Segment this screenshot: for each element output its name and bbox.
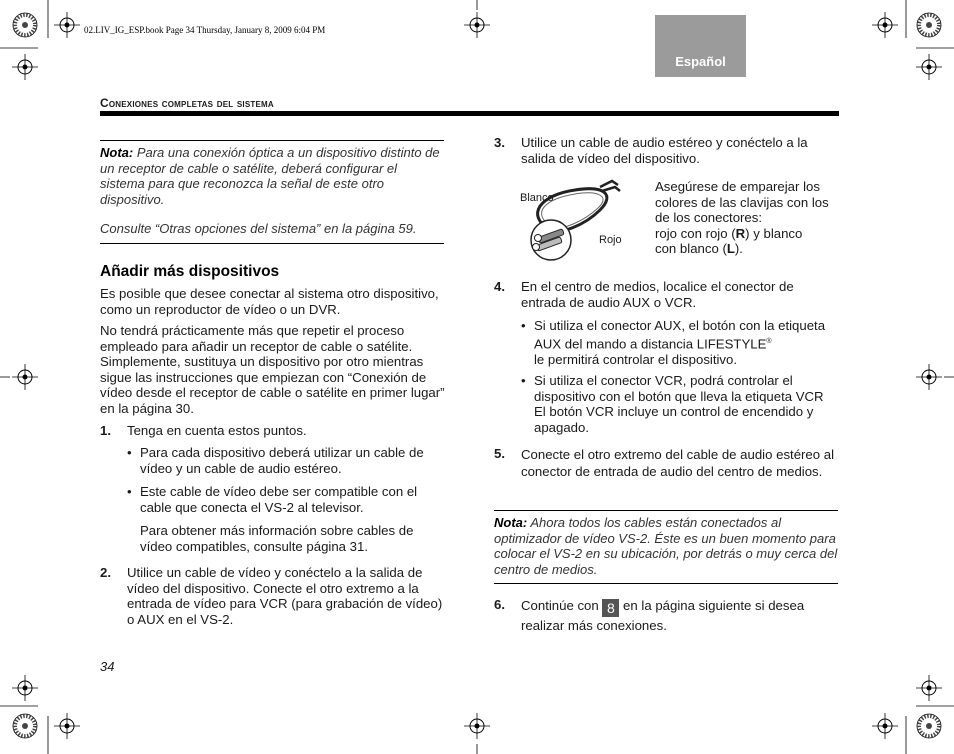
bullet-text: Para cada dispositivo deberá utilizar un cable de vídeo y un cable de audio estéreo. [140,445,424,476]
step-text: Tenga en cuenta estos puntos. [127,423,307,438]
note-label: Nota: [100,145,134,160]
step-text: Utilice un cable de audio estéreo y conéctelo a la salida de vídeo del dispositivo. [521,135,808,166]
step-number: 6. [494,597,505,612]
language-tab-label: Español [675,54,726,69]
heading-add-devices: Añadir más dispositivos [100,263,280,280]
paragraph-2: No tendrá prácticamente más que repetir el proceso empleado para añadir un receptor de cable o satélite. Simplemente, sustituya un dispositivo por otro mientras sigue las instrucciones que empiezan con “Conexión de vídeo desde el receptor de cable o satélite en primer lugar” en la página 30. [100,323,445,416]
step-text: Utilice un cable de vídeo y conéctelo a la salida de vídeo del dispositivo. Conecte el otro extremo a la entrada de vídeo para VCR (para grabación de vídeo) o AUX en el VS-2. [127,565,443,627]
bullet-text: Si utiliza el conector AUX, el botón con la etiqueta AUX del mando a distancia LIFESTYLE® le permitirá controlar el dispositivo. [534,318,826,367]
bullet-text: Si utiliza el conector VCR, podrá controlar el dispositivo con el botón que lleva la etiqueta VCR El botón VCR incluye un control de encendido y apagado. [534,373,824,435]
note-text: Nota: Para una conexión óptica a un dispositivo distinto de un receptor de cable o satélite, deberá configurar el sistema para que reconozca la señal de este otro dispositivo. [100,145,440,207]
section-rule [100,111,839,116]
file-info-line: 02.LIV_IG_ESP.book Page 34 Thursday, January 8, 2009 6:04 PM [84,25,326,35]
step-number: 1. [100,423,111,438]
stereo-cable-illustration [520,175,630,265]
paragraph-1: Es posible que desee conectar al sistema otro dispositivo, como un reproductor de vídeo o un DVR. [100,286,439,317]
note-reference: Consulte “Otras opciones del sistema” en la página 59. [100,221,417,236]
step-number: 2. [100,565,111,580]
color-match-instructions: Asegúrese de emparejar los colores de las clavijas con los de los conectores: rojo con rojo (R) y blanco con blanco (L). [655,179,829,257]
bullet-extra-text: Para obtener más información sobre cables de vídeo compatibles, consulte página 31. [140,523,414,554]
cable-label-red: Rojo [599,234,622,246]
step-number: 4. [494,279,505,294]
note-label: Nota: [494,515,528,530]
step-text: Conecte el otro extremo del cable de audio estéreo al conector de entrada de audio del centro de medios. [521,447,835,479]
note-text: Nota: Ahora todos los cables están conectados al optimizador de vídeo VS-2. Éste es un buen momento para colocar el VS-2 en su ubicación, por detrás o muy cerca del centro de medios. [494,515,838,577]
language-tab [655,15,746,77]
note-box-left [100,140,444,244]
cable-label-white: Blanco [520,192,554,204]
step-text: En el centro de medios, localice el conector de entrada de audio AUX o VCR. [521,279,794,310]
bullet-text: Este cable de vídeo debe ser compatible con el cable que conecta el VS-2 al televisor. [140,484,418,515]
step-number: 5. [494,446,505,461]
step-text: Continúe con 8 en la página siguiente si desea realizar más conexiones. [521,598,805,633]
note-box-right [494,510,838,584]
step-number: 3. [494,135,505,150]
step-reference-box: 8 [602,599,619,617]
section-title: Conexiones completas del sistema [100,96,274,110]
page-number: 34 [100,659,115,674]
